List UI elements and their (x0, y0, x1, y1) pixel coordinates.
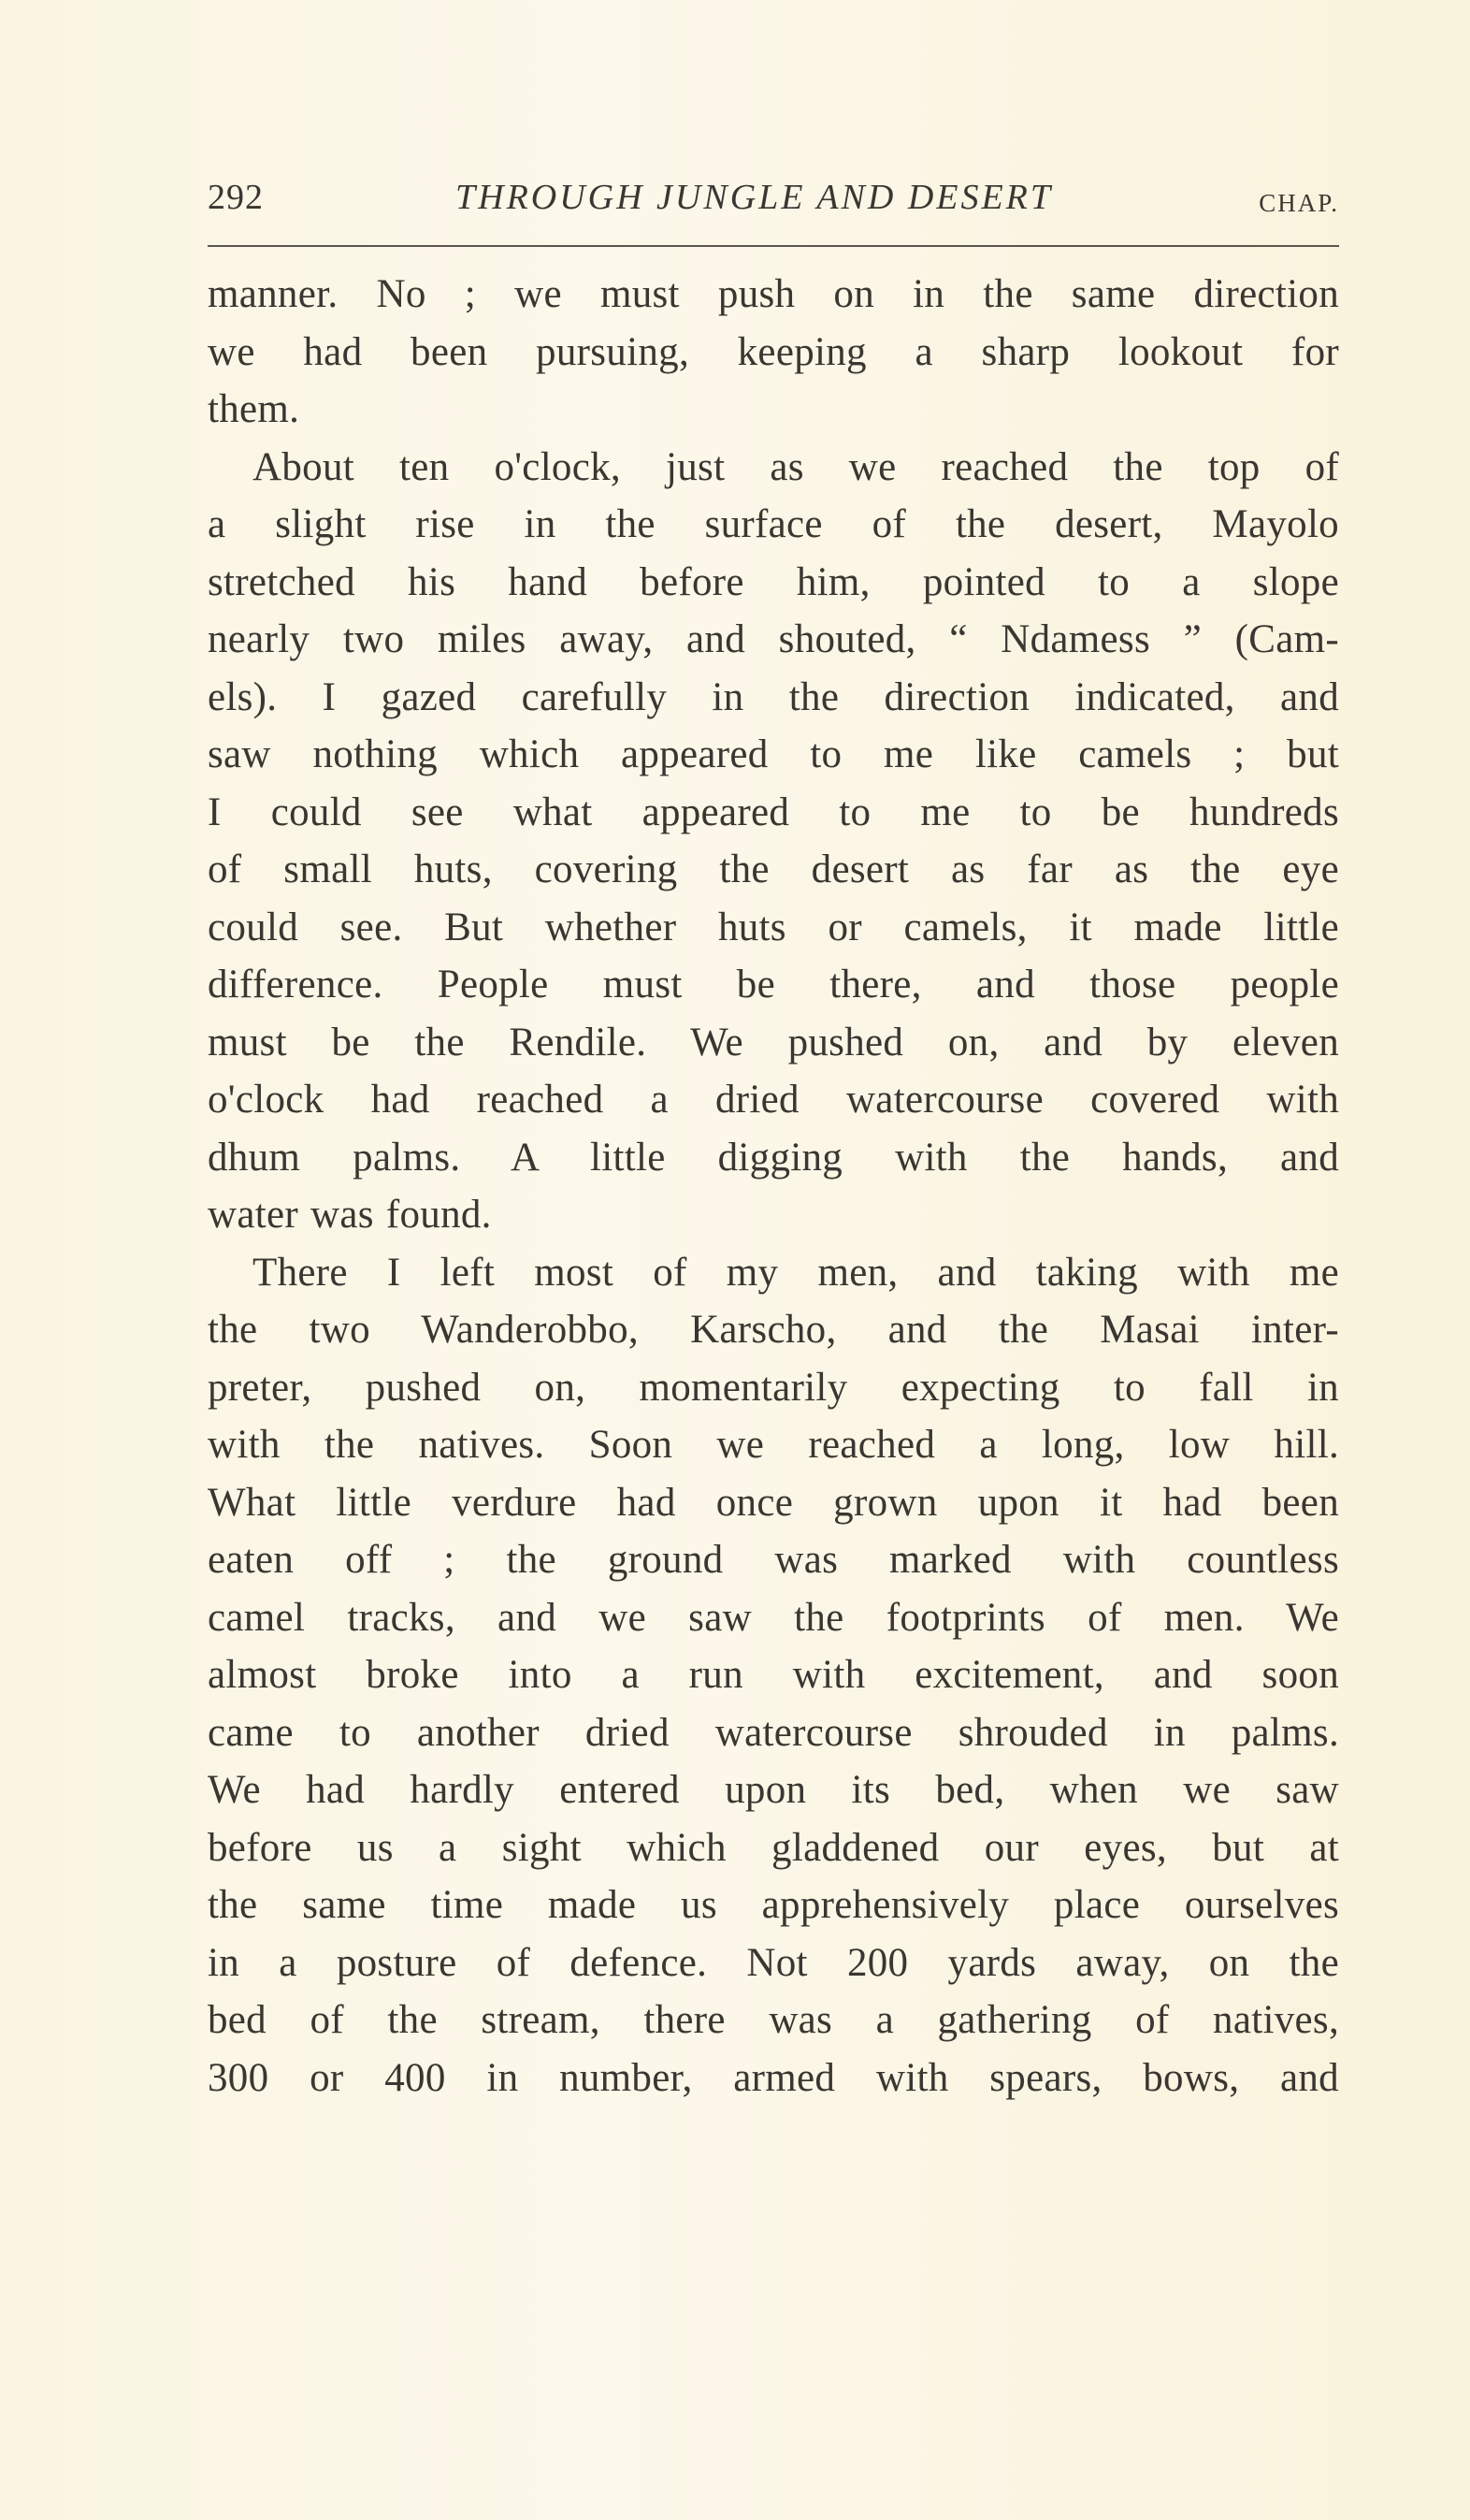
header-rule (208, 245, 1339, 247)
text-line: in a posture of defence. Not 200 yards away, on the (208, 1940, 1339, 1985)
chapter-label: CHAP. (1259, 189, 1339, 217)
text-line: could see. But whether huts or camels, it made little (208, 905, 1339, 949)
text-line: camel tracks, and we saw the footprints of men. We (208, 1595, 1339, 1640)
page-number: 292 (208, 178, 264, 217)
body-text (208, 266, 1339, 2107)
text-line: the two Wanderobbo, Karscho, and the Masai inter- (208, 1308, 1339, 1352)
text-line: What little verdure had once grown upon it had been (208, 1480, 1339, 1525)
text-line: nearly two miles away, and shouted, “ Ndamess ” (Cam- (208, 617, 1339, 661)
text-line: bed of the stream, there was a gathering of natives, (208, 1998, 1339, 2042)
running-title: THROUGH JUNGLE AND DESERT (455, 178, 1054, 217)
text-line: before us a sight which gladdened our eyes, but at (208, 1825, 1339, 1870)
text-line: must be the Rendile. We pushed on, and by eleven (208, 1020, 1339, 1064)
text-line: eaten off ; the ground was marked with countless (208, 1538, 1339, 1582)
text-line: We had hardly entered upon its bed, when we saw (208, 1768, 1339, 1812)
text-line: I could see what appeared to me to be hundreds (208, 789, 1339, 834)
text-line: difference. People must be there, and those people (208, 963, 1339, 1007)
text-line: the same time made us apprehensively place ourselves (208, 1883, 1339, 1927)
text-line: 300 or 400 in number, armed with spears, bows, and (208, 2055, 1339, 2100)
text-line: came to another dried watercourse shrouded in palms. (208, 1710, 1339, 1755)
text-line: them. (208, 387, 300, 431)
running-head (208, 174, 1339, 221)
text-line: stretched his hand before him, pointed to a slope (208, 559, 1339, 604)
text-line: els). I gazed carefully in the direction indicated, and (208, 674, 1339, 719)
text-line: of small huts, covering the desert as far as the eye (208, 847, 1339, 891)
text-line: preter, pushed on, momentarily expecting to fall in (208, 1365, 1339, 1410)
text-line: o'clock had reached a dried watercourse covered with (208, 1078, 1339, 1122)
text-line: There I left most of my men, and taking with me (252, 1250, 1339, 1295)
text-line: manner. No ; we must push on in the same direction (208, 272, 1339, 316)
text-line: water was found. (208, 1193, 492, 1237)
text-line: with the natives. Soon we reached a long, low hill. (208, 1423, 1339, 1467)
text-line: we had been pursuing, keeping a sharp lookout for (208, 329, 1339, 374)
text-line: About ten o'clock, just as we reached the top of (252, 444, 1339, 489)
text-line: saw nothing which appeared to me like camels ; but (208, 732, 1339, 776)
text-line: dhum palms. A little digging with the hands, and (208, 1135, 1339, 1180)
text-line: a slight rise in the surface of the desert, Mayolo (208, 502, 1339, 546)
text-line: almost broke into a run with excitement, and soon (208, 1653, 1339, 1697)
